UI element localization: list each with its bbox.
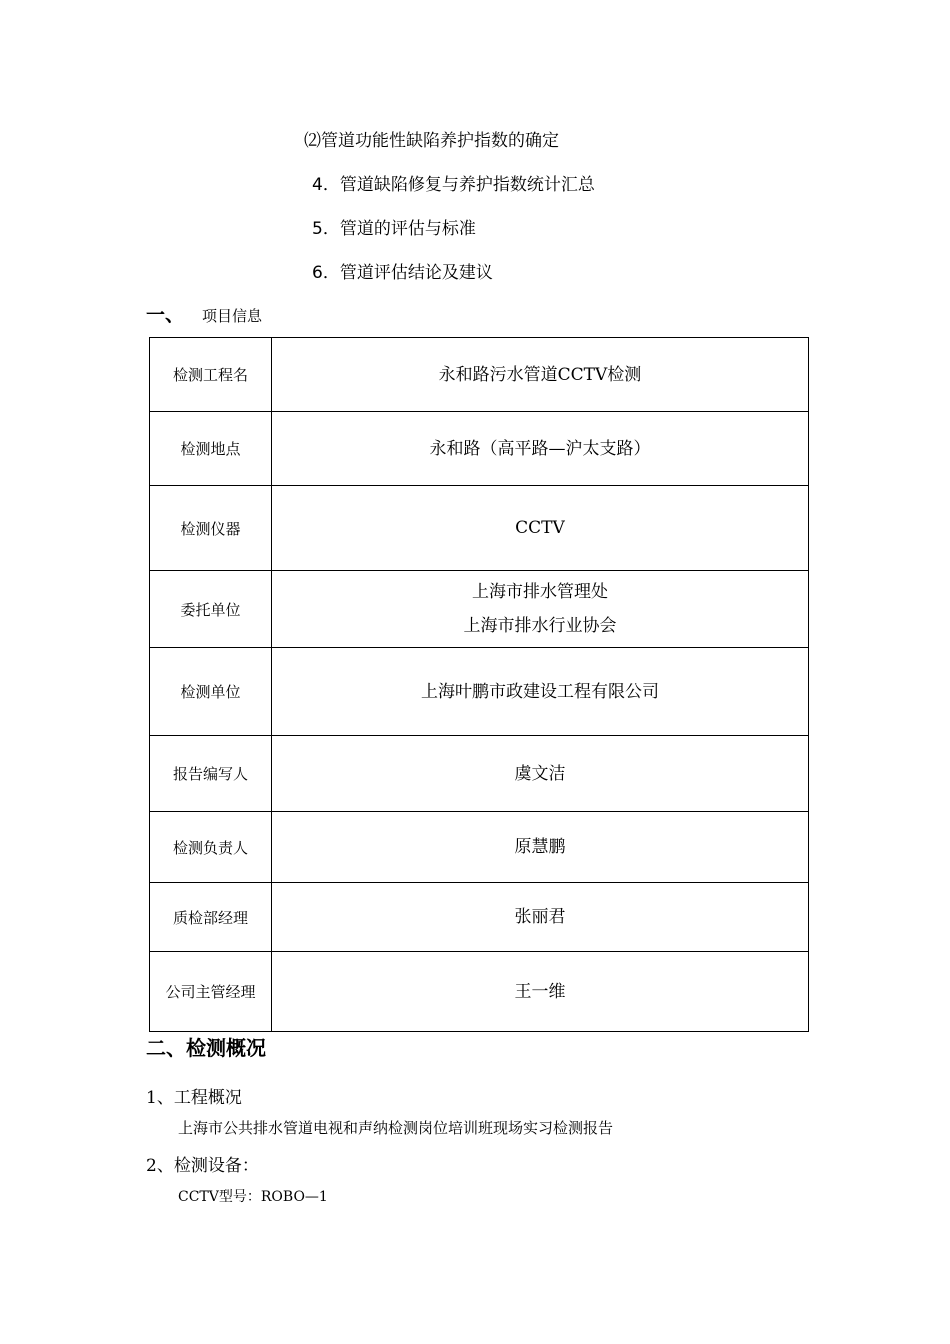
row-label: 公司主管经理: [150, 952, 272, 1032]
row-label: 委托单位: [150, 571, 272, 648]
row-label: 检测工程名: [150, 338, 272, 412]
row-label: 检测仪器: [150, 486, 272, 571]
row-value: 上海叶鹏市政建设工程有限公司: [272, 648, 809, 736]
row-label: 检测地点: [150, 412, 272, 486]
table-row: [150, 412, 809, 486]
table-row: [150, 338, 809, 412]
row-value: 原慧鹏: [272, 812, 809, 883]
row-value: CCTV: [272, 486, 809, 571]
table-row: [150, 952, 809, 1032]
section-heading: 二、检测概况: [146, 1036, 266, 1060]
table-row: [150, 812, 809, 883]
subsection-heading: 1、工程概况: [146, 1088, 242, 1108]
row-label: 报告编写人: [150, 736, 272, 812]
toc-item: 4．管道缺陷修复与养护指数统计汇总: [312, 175, 595, 195]
toc-item: 5．管道的评估与标准: [312, 219, 476, 239]
project-info-table: [149, 337, 809, 1032]
row-value: [272, 571, 809, 648]
table-row: [150, 648, 809, 736]
row-value: 永和路污水管道CCTV检测: [272, 338, 809, 412]
toc-item: 6．管道评估结论及建议: [312, 263, 493, 283]
row-value: 虞文洁: [272, 736, 809, 812]
row-label: 检测单位: [150, 648, 272, 736]
table-row: [150, 883, 809, 952]
row-value: 永和路（高平路—沪太支路）: [272, 412, 809, 486]
row-value: 张丽君: [272, 883, 809, 952]
subsection-heading: 2、检测设备：: [146, 1156, 259, 1176]
paragraph: 上海市公共排水管道电视和声纳检测岗位培训班现场实习检测报告: [178, 1119, 614, 1137]
table-row: [150, 736, 809, 812]
row-value-line: 上海市排水行业协会: [463, 616, 617, 636]
toc-item: ⑵管道功能性缺陷养护指数的确定: [304, 131, 559, 151]
row-label: 质检部经理: [150, 883, 272, 952]
table-row: [150, 486, 809, 571]
row-value: 王一维: [272, 952, 809, 1032]
table-row: [150, 571, 809, 648]
section-number: 一、: [146, 304, 185, 326]
paragraph: CCTV型号：ROBO—1: [178, 1189, 328, 1205]
row-value-line: 上海市排水管理处: [472, 582, 608, 602]
section-title: 项目信息: [202, 307, 263, 325]
row-label: 检测负责人: [150, 812, 272, 883]
